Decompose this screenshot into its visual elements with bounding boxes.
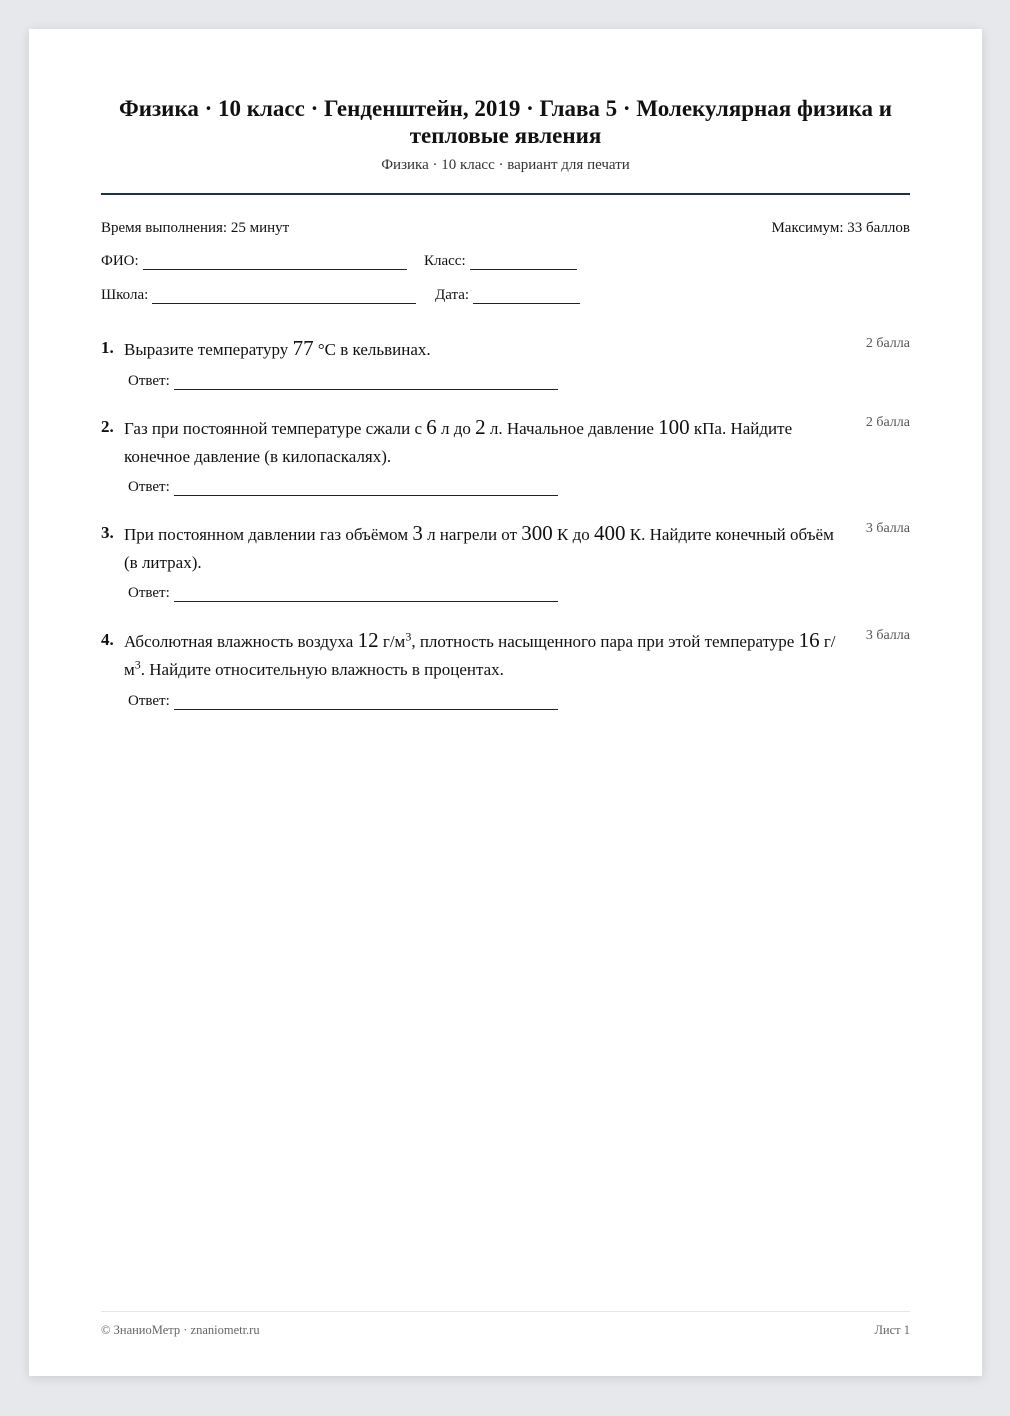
answer-label: Ответ: xyxy=(128,373,170,389)
fio-label: ФИО: xyxy=(101,253,139,269)
class-line[interactable] xyxy=(470,255,577,270)
answer-field-4[interactable] xyxy=(128,693,558,710)
footer-sheet-number: Лист 1 xyxy=(874,1323,910,1337)
answer-label: Ответ: xyxy=(128,585,170,601)
time-limit: Время выполнения: 25 минут xyxy=(101,220,290,236)
page-subtitle: Физика · 10 класс · вариант для печати xyxy=(381,157,630,173)
page-footer xyxy=(101,1323,910,1338)
question-points: 2 балла xyxy=(865,415,910,430)
footer-copyright: © ЗнаниоМетр · znaniometr.ru xyxy=(101,1323,260,1337)
date-line[interactable] xyxy=(473,289,580,304)
fio-line[interactable] xyxy=(143,255,407,270)
question-text: При постоянном давлении газ объёмом 3 л нагрели от 300 К до 400 К. Найдите конечный объём (в литрах). xyxy=(124,521,834,572)
answer-label: Ответ: xyxy=(128,479,170,495)
answer-field-1[interactable] xyxy=(128,373,558,390)
question-number: 2. xyxy=(101,417,114,436)
question-points: 2 балла xyxy=(865,336,910,351)
question-text: Абсолютная влажность воздуха 12 $г/м^3$, плотность насыщенного пара при этой температуре 16 $г/м^3$. Найдите относительную влажность в процентах. xyxy=(124,628,836,679)
class-label: Класс: xyxy=(424,253,466,269)
header-divider xyxy=(101,193,910,195)
school-line[interactable] xyxy=(152,289,416,304)
school-field[interactable] xyxy=(101,287,416,304)
fio-field[interactable] xyxy=(101,253,407,270)
answer-line[interactable] xyxy=(174,587,558,602)
date-field[interactable] xyxy=(435,287,580,304)
answer-line[interactable] xyxy=(174,695,558,710)
question-points: 3 балла xyxy=(865,521,910,536)
class-field[interactable] xyxy=(424,253,577,270)
date-label: Дата: xyxy=(435,287,470,303)
question-text: Газ при постоянной температуре сжали с 6 л до 2 л. Начальное давление 100 кПа. Найдите конечное давление (в килопаскалях). xyxy=(124,415,793,466)
meta-row xyxy=(101,220,910,237)
max-score: Максимум: 33 баллов xyxy=(771,220,910,236)
answer-field-2[interactable] xyxy=(128,479,558,496)
page-title: Физика · 10 класс · Генденштейн, 2019 · Глава 5 · Молекулярная физика и тепловые явления xyxy=(118,96,893,148)
question-number: 3. xyxy=(101,523,114,542)
answer-line[interactable] xyxy=(174,481,558,496)
answer-field-3[interactable] xyxy=(128,585,558,602)
question-text: Выразите температуру 77 °C в кельвинах. xyxy=(124,336,431,360)
answer-line[interactable] xyxy=(174,375,558,390)
answer-label: Ответ: xyxy=(128,693,170,709)
footer-divider xyxy=(101,1311,910,1312)
worksheet-page xyxy=(29,29,982,1376)
question-points: 3 балла xyxy=(865,628,910,643)
question-number: 4. xyxy=(101,630,114,649)
school-label: Школа: xyxy=(101,287,149,303)
question-number: 1. xyxy=(101,338,114,357)
